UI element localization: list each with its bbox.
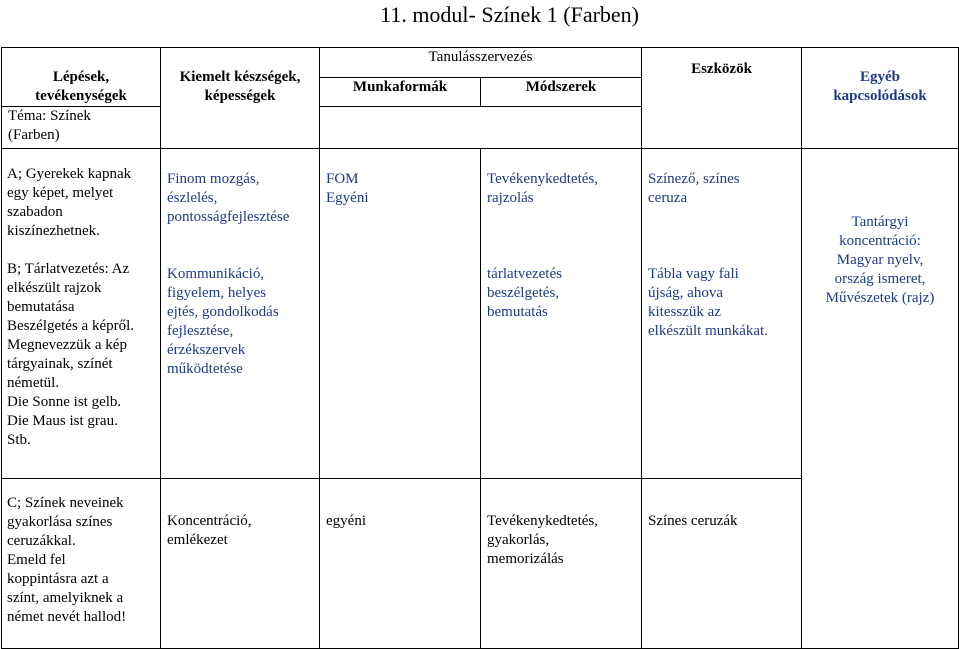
header-work-forms-label: Munkaformák (352, 78, 448, 95)
header-skills (161, 48, 320, 149)
row1-methods-text: Tevékenykedtetés, rajzolás tárlatvezetés beszélgetés, bemutatás (487, 171, 598, 320)
other-connections (802, 149, 959, 649)
header-skills-label: Kiemelt készségek, képességek (179, 69, 301, 104)
row2-methods (481, 479, 642, 649)
header-work-forms (320, 77, 481, 107)
row1-skills (161, 149, 320, 479)
row2-tools-text: Színes ceruzák (648, 513, 738, 529)
row1-tools (642, 149, 802, 479)
organization-spacer (320, 107, 642, 149)
row2-skills (161, 479, 320, 649)
row2-tools (642, 479, 802, 649)
theme-label: Téma: Színek (Farben) (8, 108, 91, 143)
row1-work-forms-text: FOM Egyéni (326, 171, 369, 206)
row2-methods-text: Tevékenykedtetés, gyakorlás, memorizálás (487, 513, 598, 567)
header-steps (2, 48, 161, 107)
row2-work-forms (320, 479, 481, 649)
header-other-label: Egyéb kapcsolódások (833, 69, 927, 104)
row2-work-forms-text: egyéni (326, 513, 366, 529)
row1-steps (2, 149, 161, 479)
row2-skills-text: Koncentráció, emlékezet (167, 513, 252, 548)
row2-steps-text: C; Színek neveinek gyakorlása színes ceruzákkal. Emeld fel koppintásra azt a színt, amelyiknek a német nevét hallod! (7, 495, 127, 625)
header-steps-label: Lépések, tevékenységek (35, 69, 127, 104)
header-tools-label: Eszközök (691, 61, 752, 77)
header-organization-label: Tanulásszervezés (428, 49, 533, 65)
row1-steps-text: A; Gyerekek kapnak egy képet, melyet szabadon kiszínezhetnek. B; Tárlatvezetés: Az elkészült rajzok bemutatása Beszélgetés a képről. Megnevezzük a kép tárgyainak, színét németül. Die Sonne ist gelb. Die Maus ist grau. Stb. (7, 166, 135, 448)
row1-methods (481, 149, 642, 479)
header-other (802, 48, 959, 149)
other-connections-text: Tantárgyi koncentráció: Magyar nyelv, ország ismeret, Művészetek (rajz) (825, 214, 935, 306)
row2-steps (2, 479, 161, 649)
header-organization (320, 48, 642, 78)
header-tools (642, 48, 802, 149)
page-title: 11. modul- Színek 1 (Farben) (380, 2, 639, 27)
theme-cell (2, 107, 161, 149)
header-methods (481, 77, 642, 107)
row1-work-forms (320, 149, 481, 479)
row1-tools-text: Színező, színes ceruza Tábla vagy fali újság, ahova kitesszük az elkészült munkákat. (648, 171, 768, 339)
row1-skills-text: Finom mozgás, észlelés, pontosságfejlesztése Kommunikáció, figyelem, helyes ejtés, gondolkodás fejlesztése, érzékszervek működtetése (167, 171, 290, 377)
header-methods-label: Módszerek (525, 78, 597, 95)
lesson-plan-table (1, 47, 959, 649)
